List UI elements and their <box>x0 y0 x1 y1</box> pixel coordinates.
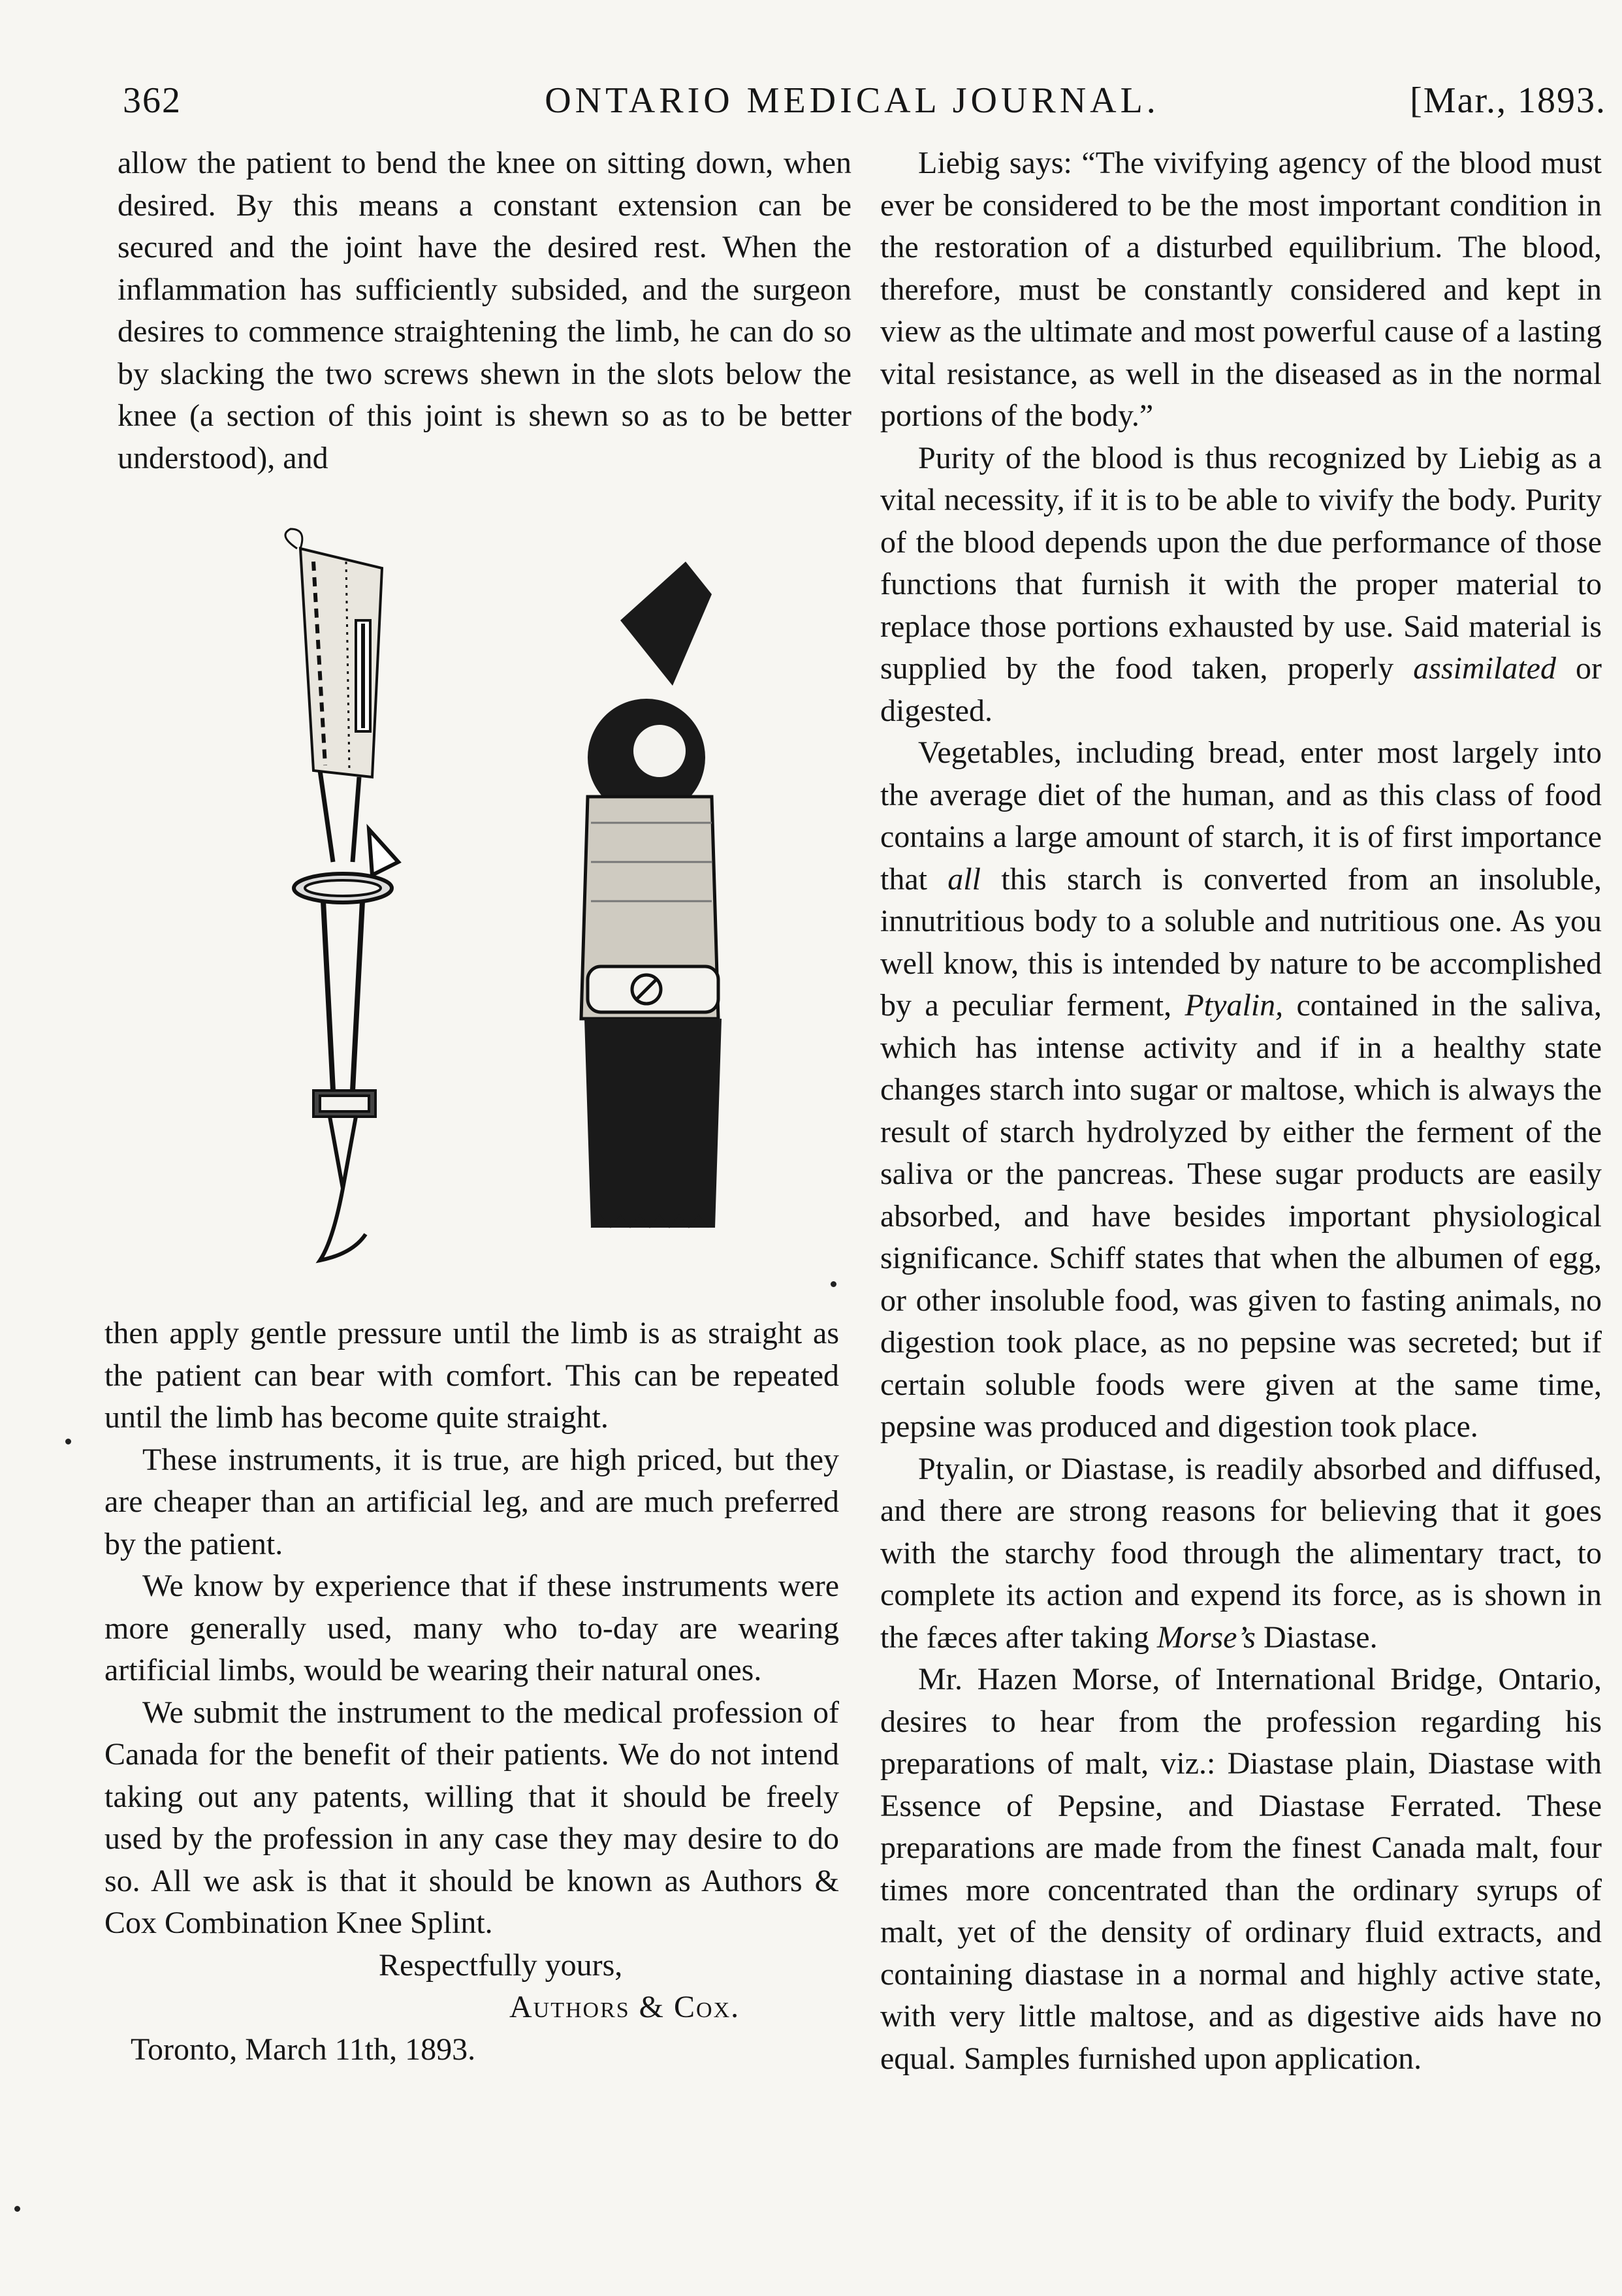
text-run: this starch is converted from an insoluble, innutritious body to a soluble and nutritious one. As you well know, this is intended by nature to be accomplished by a peculiar ferment, <box>880 861 1602 1023</box>
closing-salutation: Respectfully yours, <box>379 1947 623 1983</box>
dateline: Toronto, March 11th, 1893. <box>131 2032 476 2067</box>
left-column-top <box>118 142 851 479</box>
paragraph-price: These instruments, it is true, are high priced, but they are cheaper than an artificial leg, and are much preferred by the patient. <box>104 1442 839 1561</box>
paragraph-hazen-morse: Mr. Hazen Morse, of International Bridge, Ontario, desires to hear from the profession regarding his preparations of malt, viz.: Diastase plain, Diastase with Essence of Pepsine, and Diastase Ferrated. These preparations are made from the finest Canada malt, four times more concentrated than the ordinary syrups of malt, yet of the density of ordinary fluid extracts, and containing diastase in a normal and highly active state, with very little maltose, and as digestive aids have no equal. Samples furnished upon application. <box>880 1662 1602 2076</box>
text-run: Ptyalin, or Diastase, is readily absorbed and diffused, and there are strong reasons for believing that it goes with the starchy food through the alimentary tract, to complete its action and expend its force, as is shown in the fæces after taking <box>880 1451 1602 1655</box>
left-column-bottom <box>104 1313 839 2071</box>
text-run: Purity of the blood is thus recognized by Liebig as a vital necessity, if it is to be able to vivify the body. Purity of the blood depends upon the due performance of those functions that furnish it with the proper material to replace those portions exhausted by use. Said material is supplied by the food taken, properly <box>880 440 1602 686</box>
page-number: 362 <box>123 80 182 121</box>
emphasis-all: all <box>947 861 981 897</box>
issue-date: [Mar., 1893. <box>1410 80 1606 121</box>
text-run: Diastase. <box>1255 1619 1378 1655</box>
paragraph-experience: We know by experience that if these instruments were more generally used, many who to-day are wearing artificial limbs, would be wearing their natural ones. <box>104 1569 839 1687</box>
journal-title: ONTARIO MEDICAL JOURNAL. <box>545 80 1160 121</box>
ink-speck <box>65 1439 71 1444</box>
paragraph-submission: We submit the instrument to the medical profession of Canada for the benefit of their patients. We do not intend taking out any patents, willing that it should be freely used by the profession in any case they may desire to do so. All we ask is that it should be known as Authors & Cox Combination Knee Splint. <box>104 1695 839 1940</box>
right-column <box>880 142 1602 2080</box>
text-run: or digested. <box>880 651 1602 728</box>
paragraph-diastase <box>880 1448 1602 1659</box>
paragraph-splint-continuation: allow the patient to bend the knee on sitting down, when desired. By this means a constant extension can be secured and the joint have the desired rest. When the inflammation has sufficiently subsided, and the surgeon desires to commence straightening the limb, he can do so by slacking the two screws shewn in the slots below the knee (a section of this joint is shewn so as to be better understood), and <box>118 146 851 475</box>
text-run: contained in the saliva, which has intense activity and if in a healthy state changes starch into sugar or maltose, which is always the result of starch hydrolyzed by either the ferment of the saliva or the pancreas. These sugar products are easily absorbed, and have besides important physiological significance. Schiff states that when the albumen of egg, or other insoluble food, was given to fasting animals, no digestion took place, as no pepsine was secreted; but if certain soluble foods were given at the same time, pepsine was produced and digestion took place. <box>880 988 1602 1444</box>
running-head <box>98 80 1606 125</box>
paragraph-liebig-quote: Liebig says: “The vivifying agency of the blood must ever be considered to be the most important condition in the restoration of a disturbed equilibrium. The blood, therefore, must be constantly considered and kept in view as the ultimate and most powerful cause of a lasting vital resistance, as well in the diseased as in the normal portions of the body.” <box>880 146 1602 433</box>
signature: Authors & Cox. <box>509 1990 740 2024</box>
paragraph-purity-of-blood <box>880 438 1602 733</box>
joint-section-view <box>581 562 722 1228</box>
paragraph-vegetables <box>880 732 1602 1448</box>
ink-speck <box>831 1281 836 1287</box>
knee-splint-illustration <box>215 522 829 1293</box>
ink-speck <box>14 2206 20 2212</box>
emphasis-ptyalin: Ptyalin, <box>1185 988 1284 1023</box>
paragraph-pressure: then apply gentle pressure until the limb is as straight as the patient can bear with comfort. This can be repeated until the limb has become quite straight. <box>104 1316 839 1435</box>
splint-drawing <box>215 522 829 1293</box>
text-run: Vegetables, including bread, enter most largely into the average diet of the human, and as this class of food contains a large amount of starch, it is of first importance that <box>880 735 1602 897</box>
emphasis-assimilated: assimilated <box>1413 651 1556 686</box>
emphasis-morses: Morse’s <box>1156 1619 1256 1655</box>
splint-full-view <box>285 529 398 1260</box>
